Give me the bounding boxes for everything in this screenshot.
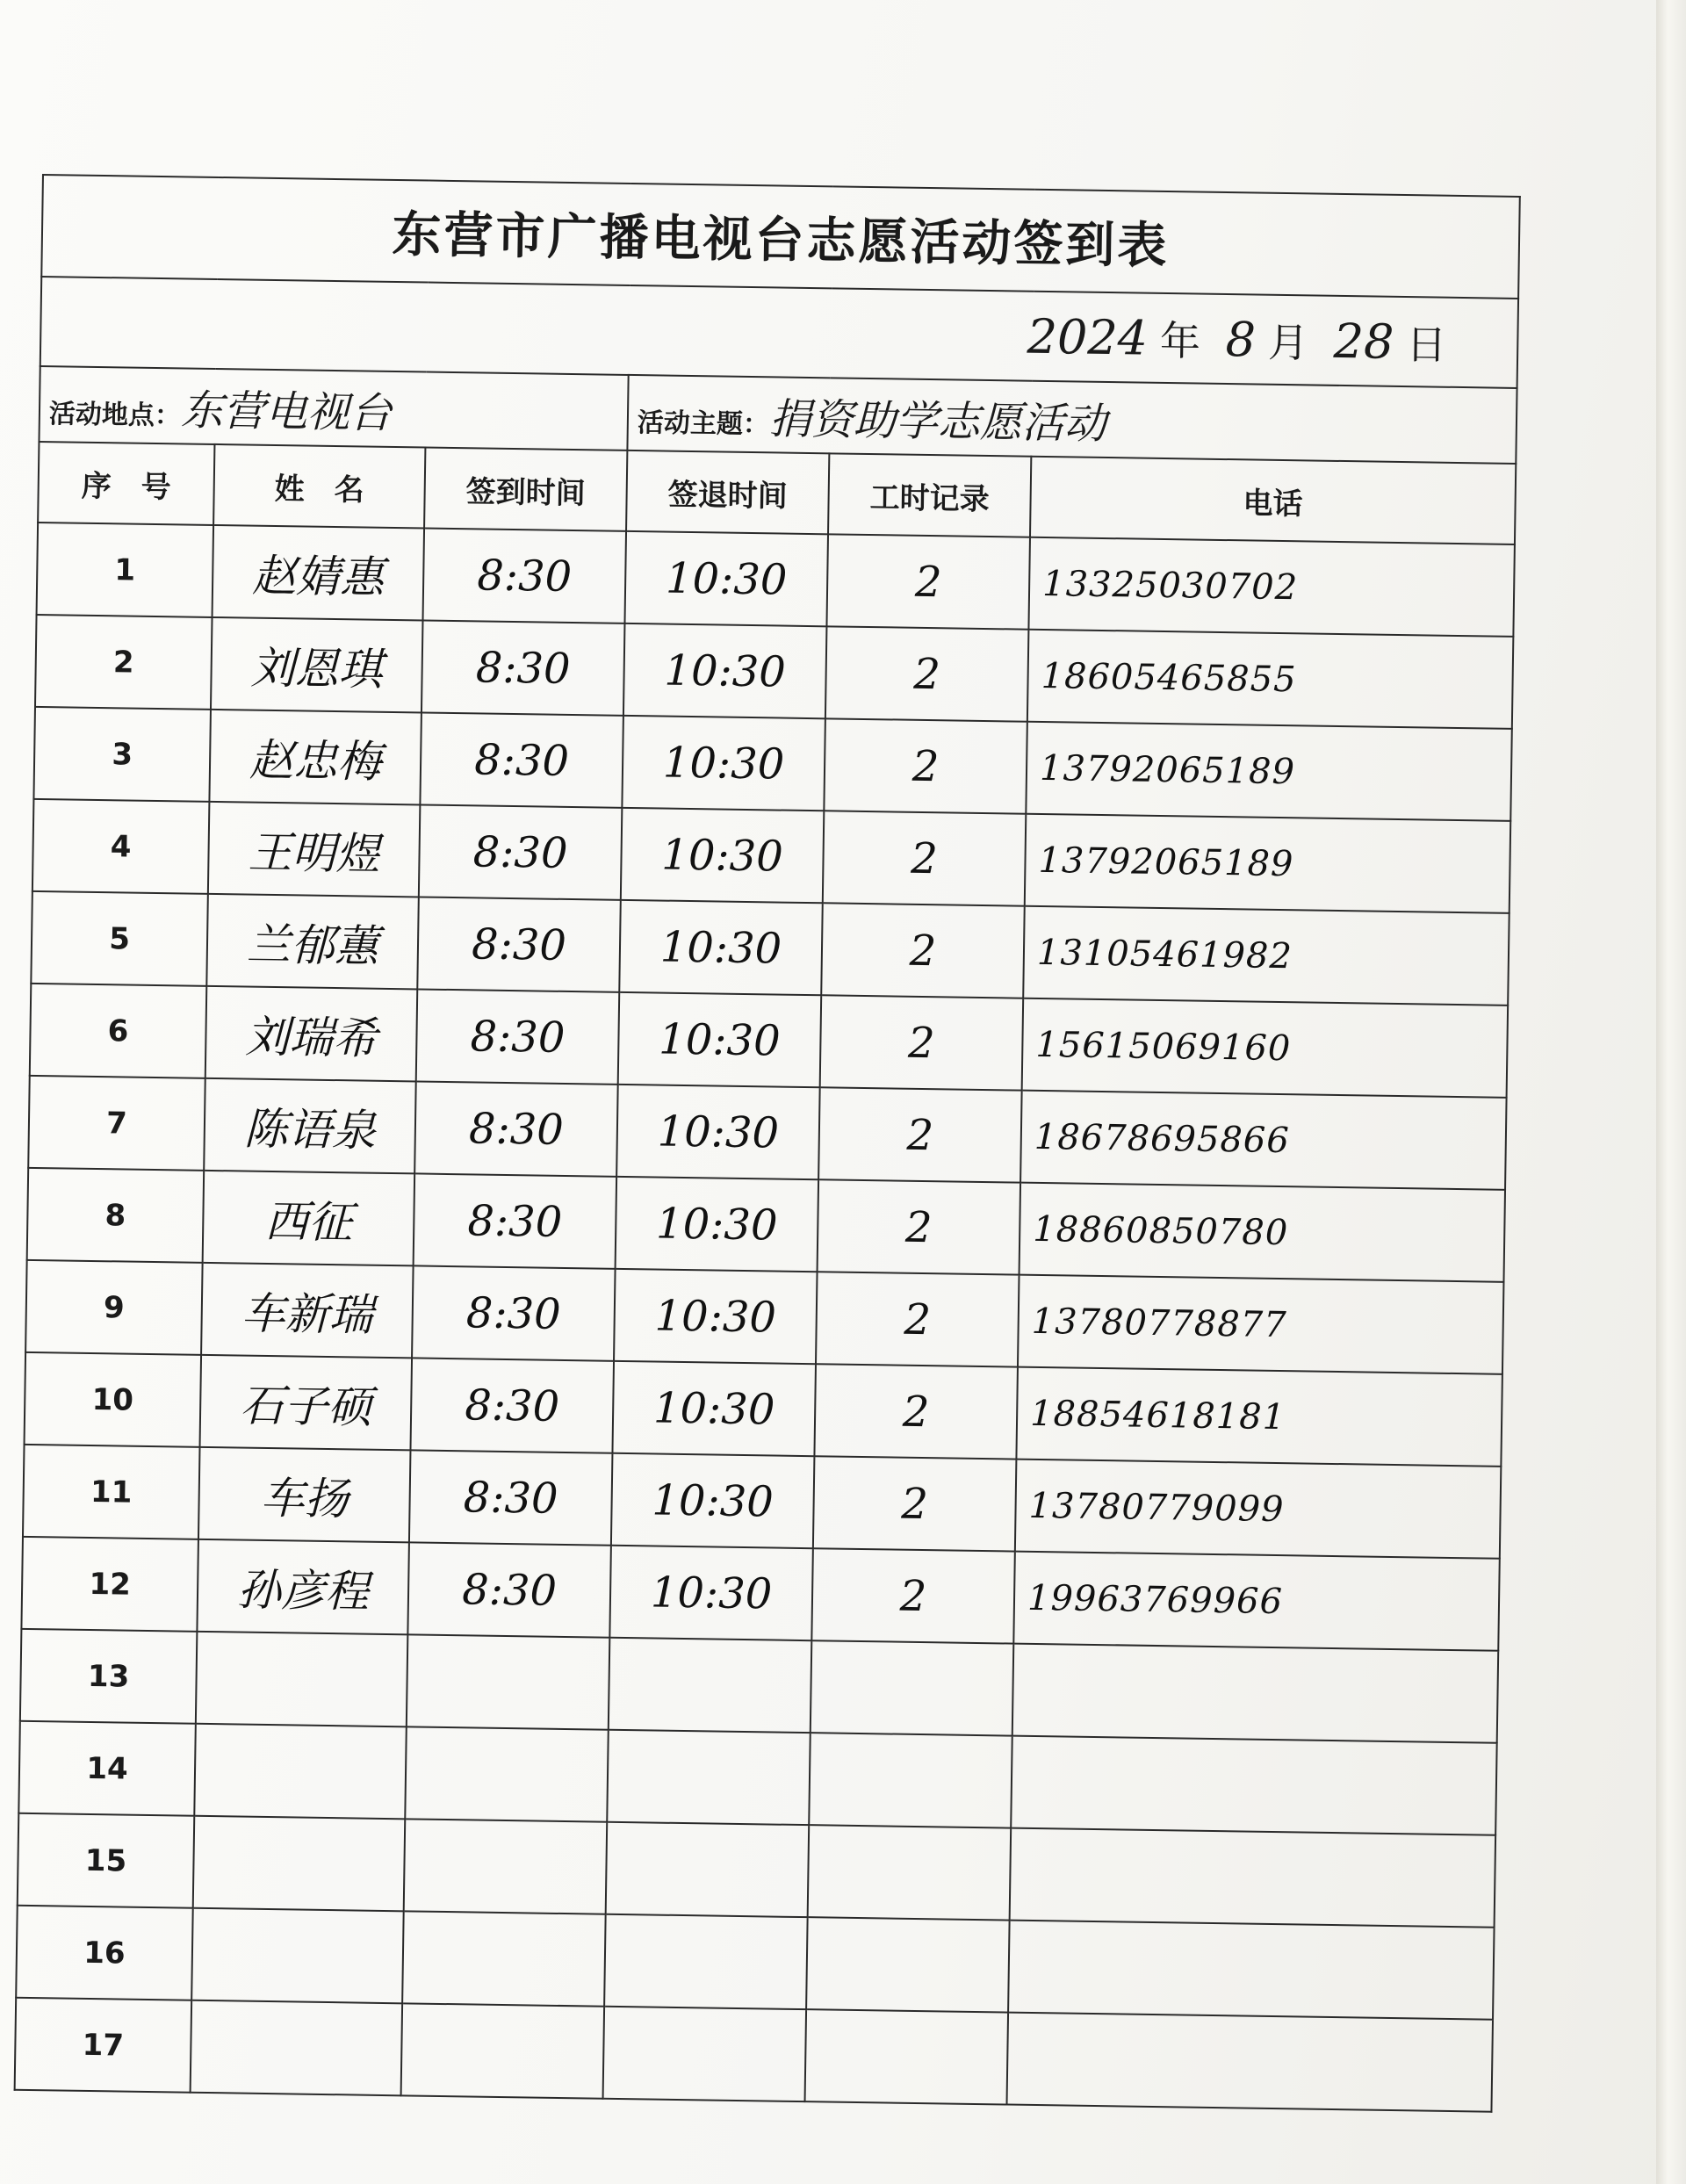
header-seq: 序 号: [38, 442, 214, 525]
row-seq: 13: [20, 1629, 198, 1724]
row-hours: 2: [823, 811, 1027, 905]
paper-edge: [1656, 0, 1686, 2184]
date-day-unit: 日: [1405, 321, 1447, 369]
row-sign-out: 10:30: [609, 1546, 813, 1640]
header-hours: 工时记录: [828, 453, 1031, 537]
row-seq: 14: [18, 1721, 196, 1816]
row-sign-out: [603, 2007, 807, 2101]
row-hours: 2: [811, 1548, 1015, 1643]
row-sign-in: [405, 1726, 609, 1821]
row-seq: 10: [25, 1352, 202, 1447]
date-month: 8: [1225, 312, 1257, 368]
row-hours: 2: [821, 903, 1025, 998]
row-hours: 2: [816, 1272, 1020, 1366]
row-hours: 2: [813, 1456, 1017, 1551]
row-phone: 18854618181: [1016, 1367, 1502, 1467]
row-sign-out: 10:30: [611, 1453, 815, 1548]
date-year-unit: 年: [1159, 316, 1201, 365]
row-sign-out: [606, 1822, 810, 1917]
row-sign-in: 8:30: [420, 712, 623, 807]
row-hours: [811, 1640, 1014, 1735]
row-name: [196, 1632, 408, 1727]
row-hours: [809, 1733, 1012, 1827]
row-sign-out: [609, 1638, 812, 1733]
row-name: 刘瑞希: [205, 986, 418, 1082]
row-phone: 13792065189: [1026, 722, 1512, 821]
row-seq: 8: [27, 1168, 205, 1263]
sign-in-sheet: [14, 174, 1519, 2113]
row-phone: 13325030702: [1028, 537, 1515, 637]
row-name: [193, 1816, 406, 1912]
row-name: [194, 1724, 407, 1820]
row-seq: 15: [18, 1813, 195, 1908]
row-sign-out: 10:30: [623, 623, 827, 718]
row-hours: 2: [824, 718, 1027, 813]
theme-label: 活动主题：: [637, 407, 770, 440]
row-name: 石子硕: [200, 1355, 413, 1451]
row-sign-in: [407, 1634, 610, 1729]
row-seq: 4: [32, 799, 210, 894]
form-title: 东营市广播电视台志愿活动签到表: [41, 175, 1520, 299]
row-sign-out: 10:30: [619, 900, 823, 995]
row-phone: [1008, 1921, 1495, 2020]
row-sign-in: 8:30: [410, 1358, 614, 1452]
row-phone: 13105461982: [1023, 906, 1509, 1006]
row-seq: 6: [30, 984, 207, 1078]
header-sign-in-time: 签到时间: [424, 448, 627, 531]
row-phone: 18678695866: [1020, 1091, 1507, 1190]
row-hours: [805, 2009, 1009, 2104]
row-name: 车扬: [198, 1447, 411, 1543]
row-phone: 18605465855: [1027, 630, 1514, 729]
row-name: 刘恩琪: [211, 617, 423, 713]
row-seq: 11: [23, 1445, 200, 1539]
row-sign-in: [402, 1911, 606, 2006]
row-sign-out: 10:30: [624, 531, 828, 626]
row-seq: 17: [15, 1998, 192, 2093]
row-hours: 2: [826, 534, 1030, 629]
form-date: [1014, 308, 1447, 370]
row-seq: 3: [33, 707, 211, 802]
row-hours: 2: [818, 1179, 1021, 1274]
row-phone: 15615069160: [1022, 998, 1509, 1098]
row-sign-out: 10:30: [612, 1361, 816, 1456]
row-sign-in: 8:30: [423, 528, 627, 623]
row-sign-in: [401, 2003, 605, 2098]
row-hours: 2: [814, 1364, 1018, 1459]
row-seq: 2: [35, 615, 213, 710]
row-seq: 16: [16, 1906, 193, 2000]
row-name: 兰郁蕙: [206, 894, 419, 990]
header-sign-out-time: 签退时间: [626, 450, 829, 534]
row-sign-out: 10:30: [616, 1177, 819, 1272]
row-phone: [1011, 1736, 1497, 1835]
row-name: 陈语泉: [204, 1078, 416, 1174]
row-sign-in: 8:30: [412, 1265, 616, 1360]
row-seq: 1: [37, 523, 214, 617]
location-value: 东营电视台: [180, 385, 393, 438]
row-sign-in: 8:30: [422, 620, 625, 715]
date-day: 28: [1333, 313, 1394, 370]
row-sign-in: 8:30: [416, 989, 620, 1084]
row-name: 孙彦程: [197, 1539, 409, 1635]
row-sign-in: 8:30: [407, 1542, 611, 1637]
row-phone: 13792065189: [1025, 814, 1511, 913]
theme-value: 捐资助学志愿活动: [768, 393, 1107, 449]
row-sign-out: 10:30: [618, 992, 822, 1087]
row-phone: [1010, 1828, 1496, 1928]
header-name: 姓 名: [213, 444, 425, 529]
row-phone: 19963769966: [1013, 1552, 1500, 1651]
row-hours: [808, 1825, 1012, 1920]
row-sign-out: 10:30: [616, 1085, 820, 1179]
row-sign-out: 10:30: [614, 1269, 818, 1364]
row-seq: 5: [31, 891, 208, 986]
row-hours: 2: [818, 1087, 1022, 1182]
row-hours: 2: [825, 626, 1029, 721]
row-seq: 7: [28, 1076, 205, 1171]
row-phone: [1012, 1644, 1499, 1743]
row-sign-out: 10:30: [622, 716, 825, 811]
row-name: [191, 1908, 404, 2004]
date-month-unit: 月: [1267, 318, 1309, 367]
row-name: 赵婧惠: [213, 525, 425, 621]
row-phone: 18860850780: [1020, 1183, 1506, 1282]
row-name: 赵忠梅: [209, 710, 422, 805]
row-sign-in: 8:30: [417, 897, 621, 991]
row-hours: 2: [820, 995, 1024, 1090]
row-seq: 12: [21, 1537, 198, 1632]
row-sign-in: 8:30: [409, 1450, 613, 1545]
row-hours: [806, 1917, 1010, 2012]
row-name: [191, 2000, 403, 2096]
row-sign-out: [607, 1730, 811, 1825]
row-name: 车新瑞: [201, 1263, 414, 1359]
row-sign-in: 8:30: [419, 804, 623, 899]
row-sign-out: [604, 1914, 808, 2009]
theme-cell: [627, 375, 1517, 464]
date-year: 2024: [1027, 308, 1149, 366]
row-name: 西征: [203, 1171, 415, 1266]
row-name: 王明煜: [208, 802, 421, 897]
row-phone: 13780779099: [1015, 1460, 1502, 1559]
row-sign-in: 8:30: [414, 1081, 618, 1176]
row-sign-in: [404, 1819, 608, 1914]
row-sign-in: 8:30: [414, 1173, 617, 1268]
row-seq: 9: [25, 1260, 203, 1355]
header-phone: 电话: [1030, 457, 1516, 544]
sign-in-table: [14, 174, 1521, 2113]
location-cell: [39, 366, 628, 450]
row-sign-out: 10:30: [621, 808, 825, 903]
row-phone: [1007, 2013, 1494, 2112]
location-label: 活动地点：: [48, 398, 182, 431]
row-phone: 13780778877: [1018, 1275, 1504, 1374]
